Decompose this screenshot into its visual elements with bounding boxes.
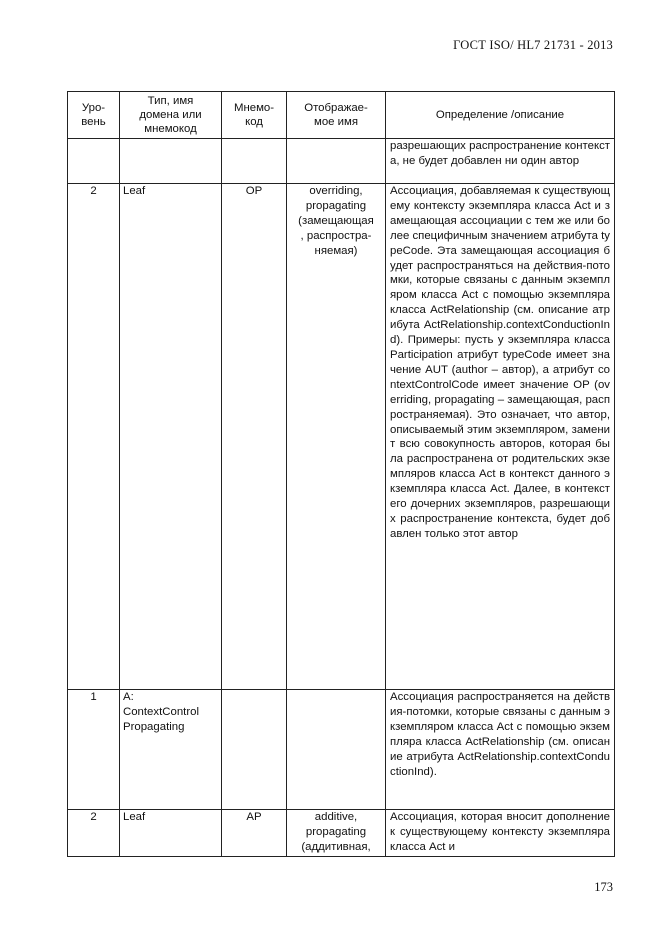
cell-type: Leaf: [120, 810, 222, 857]
cell-display: [287, 690, 386, 810]
column-header-code: [222, 92, 287, 139]
cell-level: [68, 139, 120, 184]
cell-code: AP: [222, 810, 287, 857]
table-row: [68, 139, 615, 184]
cell-level: 2: [68, 184, 120, 690]
cell-display: [287, 139, 386, 184]
column-header-label: Уро- вень: [81, 102, 106, 128]
page-number: 173: [594, 880, 613, 894]
cell-type: [120, 139, 222, 184]
cell-code: OP: [222, 184, 287, 690]
cell-description: Ассоциация, добавляемая к существующему контексту экземпляра класса Act и замещающая ассоциации с тем же или более специфичным значением атрибута typeCode. Эта замещающая ассоциация будет распространяться на действия-потомки, которые связаны с данным экземпляром класса Act с помощью экземпляра класса ActRelationship (см. описание атрибута ActRelationship.contextConductionInd). Примеры: пусть у экземпляра класса Participation атрибут typeCode имеет значение AUT (author – автор), а атрибут contextControlCode имеет значение OP (overriding, propagating – замещающая, распространяемая). Это означает, что автор, описываемый этим экземпляром, заменит всю совокупность авторов, которая была распространена от родительских экземпляров класса Act в контекст данного экземпляра класса Act. Далее, в контекст его дочерних экземпляров, разрешающих распространение контекста, будет добавлен только этот автор: [386, 184, 615, 690]
cell-code: [222, 139, 287, 184]
table-row: [68, 810, 615, 857]
column-header-label: Отображае- мое имя: [304, 102, 368, 128]
cell-level: 2: [68, 810, 120, 857]
column-header-level: [68, 92, 120, 139]
column-header-display: [287, 92, 386, 139]
document-header: ГОСТ ISO/ HL7 21731 - 2013: [453, 38, 613, 52]
cell-level: 1: [68, 690, 120, 810]
cell-description: Ассоциация, которая вносит дополнение к существующему контексту экземпляра класса Act и: [386, 810, 615, 857]
cell-display: additive, propagating (аддитивная,: [287, 810, 386, 857]
cell-code: [222, 690, 287, 810]
column-header-label: Определение /описание: [435, 109, 565, 121]
table-row: [68, 184, 615, 690]
cell-type: A: ContextControl Propagating: [120, 690, 222, 810]
cell-description: Ассоциация распространяется на действия-потомки, которые связаны с данным экземпляром класса Act с помощью экземпляра класса ActRelationship (см. описание атрибута ActRelationship.contextConductionInd).: [386, 690, 615, 810]
cell-type: Leaf: [120, 184, 222, 690]
value-set-table: [67, 91, 615, 857]
column-header-description: [386, 92, 615, 139]
table-row: [68, 690, 615, 810]
cell-display: overriding, propagating (замещающая , распростра- няемая): [287, 184, 386, 690]
cell-description: разрешающих распространение контекста, не будет добавлен ни один автор: [386, 139, 615, 184]
column-header-type: [120, 92, 222, 139]
column-header-label: Тип, имя домена или мнемокод: [139, 95, 202, 135]
table-header-row: [68, 92, 615, 139]
column-header-label: Мнемо- код: [233, 102, 275, 128]
